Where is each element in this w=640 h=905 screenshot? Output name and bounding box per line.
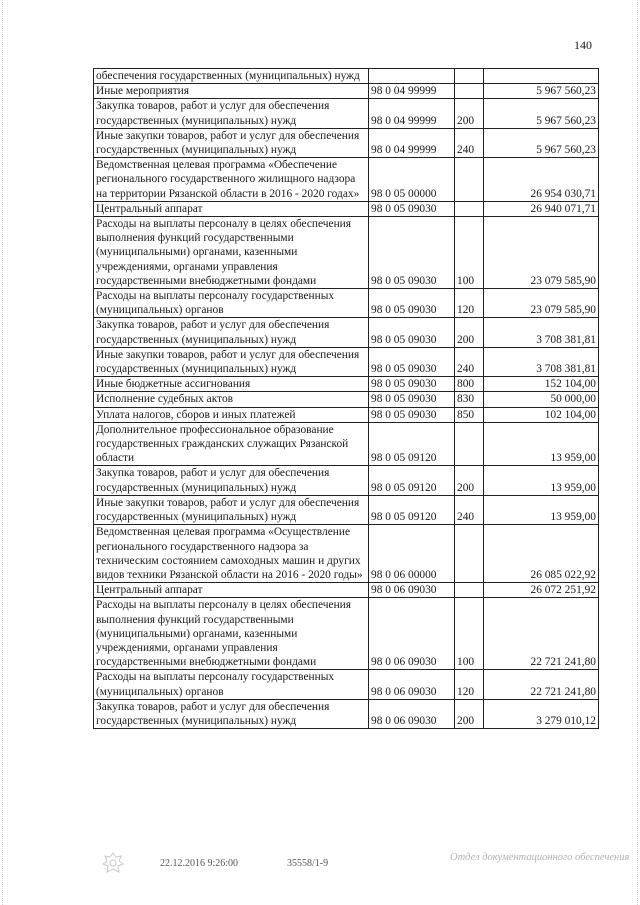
row-name-cell: Ведомственная целевая программа «Осуществление регионального государственного надзора за техническим состоянием самоходных машин и других видов техники Рязанской области на 2016 - 2020 годы»: [94, 525, 369, 583]
table-row: [94, 699, 599, 728]
row-expense-type-cell: 800: [455, 377, 484, 392]
row-sum-cell: 23 079 585,90: [484, 289, 599, 318]
row-expense-type-cell: [455, 525, 484, 583]
row-code-cell: 98 0 06 09030: [369, 598, 455, 670]
row-code-cell: 98 0 05 09030: [369, 407, 455, 422]
row-name-cell: Расходы на выплаты персоналу государственных (муниципальных) органов: [94, 670, 369, 699]
row-name-cell: Расходы на выплаты персоналу государственных (муниципальных) органов: [94, 289, 369, 318]
row-code-cell: [369, 69, 455, 84]
row-code-cell: 98 0 06 09030: [369, 670, 455, 699]
row-name-cell: Ведомственная целевая программа «Обеспечение регионального государственного жилищного надзора на территории Рязанской области в 2016 - 2020 годах»: [94, 158, 369, 202]
row-expense-type-cell: [455, 422, 484, 466]
row-expense-type-cell: 120: [455, 670, 484, 699]
row-name-cell: Дополнительное профессиональное образование государственных гражданских служащих Рязанской области: [94, 422, 369, 466]
table-row: [94, 158, 599, 202]
budget-table-body: [94, 69, 599, 729]
coat-of-arms-icon: [100, 851, 126, 880]
row-expense-type-cell: [455, 69, 484, 84]
department-stamp: Отдел документационного обеспечения: [450, 852, 630, 863]
page-edge-right: [637, 0, 638, 905]
row-expense-type-cell: 240: [455, 347, 484, 376]
row-code-cell: 98 0 04 99999: [369, 99, 455, 128]
row-code-cell: 98 0 05 09030: [369, 217, 455, 289]
row-sum-cell: 152 104,00: [484, 377, 599, 392]
footer-doc-number: 35558/1-9: [287, 858, 329, 869]
row-name-cell: Центральный аппарат: [94, 583, 369, 598]
table-row: [94, 289, 599, 318]
table-row: [94, 347, 599, 376]
row-name-cell: Исполнение судебных актов: [94, 392, 369, 407]
row-code-cell: 98 0 05 09030: [369, 201, 455, 216]
row-sum-cell: 22 721 241,80: [484, 598, 599, 670]
row-name-cell: Закупка товаров, работ и услуг для обеспечения государственных (муниципальных) нужд: [94, 318, 369, 347]
table-row: [94, 598, 599, 670]
row-expense-type-cell: 100: [455, 217, 484, 289]
row-sum-cell: 5 967 560,23: [484, 128, 599, 157]
row-name-cell: Иные мероприятия: [94, 84, 369, 99]
row-sum-cell: 13 959,00: [484, 422, 599, 466]
row-code-cell: 98 0 06 09030: [369, 583, 455, 598]
row-name-cell: Закупка товаров, работ и услуг для обеспечения государственных (муниципальных) нужд: [94, 699, 369, 728]
row-name-cell: Уплата налогов, сборов и иных платежей: [94, 407, 369, 422]
page-number: 140: [574, 38, 592, 52]
table-row: [94, 495, 599, 524]
row-sum-cell: 5 967 560,23: [484, 99, 599, 128]
row-code-cell: 98 0 05 09120: [369, 466, 455, 495]
table-row: [94, 670, 599, 699]
row-name-cell: Закупка товаров, работ и услуг для обеспечения государственных (муниципальных) нужд: [94, 99, 369, 128]
row-expense-type-cell: 240: [455, 495, 484, 524]
table-row: [94, 466, 599, 495]
table-row: [94, 407, 599, 422]
table-row: [94, 128, 599, 157]
row-code-cell: 98 0 05 09030: [369, 377, 455, 392]
row-expense-type-cell: 830: [455, 392, 484, 407]
row-code-cell: 98 0 05 09030: [369, 392, 455, 407]
row-expense-type-cell: 100: [455, 598, 484, 670]
row-sum-cell: 23 079 585,90: [484, 217, 599, 289]
table-row: [94, 377, 599, 392]
row-sum-cell: 13 959,00: [484, 495, 599, 524]
row-name-cell: Центральный аппарат: [94, 201, 369, 216]
table-row: [94, 583, 599, 598]
table-row: [94, 69, 599, 84]
row-expense-type-cell: 200: [455, 318, 484, 347]
table-row: [94, 99, 599, 128]
row-code-cell: 98 0 05 09030: [369, 289, 455, 318]
row-name-cell: Расходы на выплаты персоналу в целях обеспечения выполнения функций государственными (муниципальными) органами, казенными учреждениями, органами управления государственными внебюджетными фондами: [94, 217, 369, 289]
row-name-cell: Иные бюджетные ассигнования: [94, 377, 369, 392]
row-name-cell: обеспечения государственных (муниципальных) нужд: [94, 69, 369, 84]
row-sum-cell: 13 959,00: [484, 466, 599, 495]
table-row: [94, 84, 599, 99]
row-sum-cell: 26 085 022,92: [484, 525, 599, 583]
row-sum-cell: 3 708 381,81: [484, 318, 599, 347]
row-expense-type-cell: [455, 583, 484, 598]
row-sum-cell: 50 000,00: [484, 392, 599, 407]
table-row: [94, 422, 599, 466]
page-edge-left: [2, 0, 3, 905]
row-code-cell: 98 0 06 00000: [369, 525, 455, 583]
row-sum-cell: 26 954 030,71: [484, 158, 599, 202]
row-sum-cell: 102 104,00: [484, 407, 599, 422]
row-sum-cell: [484, 69, 599, 84]
row-code-cell: 98 0 05 09030: [369, 347, 455, 376]
row-code-cell: 98 0 05 09030: [369, 318, 455, 347]
table-row: [94, 217, 599, 289]
footer-date: 22.12.2016 9:26:00: [160, 858, 239, 869]
row-name-cell: Закупка товаров, работ и услуг для обеспечения государственных (муниципальных) нужд: [94, 466, 369, 495]
row-expense-type-cell: [455, 158, 484, 202]
row-code-cell: 98 0 05 09120: [369, 495, 455, 524]
row-expense-type-cell: 240: [455, 128, 484, 157]
row-sum-cell: 26 072 251,92: [484, 583, 599, 598]
row-expense-type-cell: [455, 84, 484, 99]
row-sum-cell: 5 967 560,23: [484, 84, 599, 99]
row-expense-type-cell: 200: [455, 466, 484, 495]
row-sum-cell: 26 940 071,71: [484, 201, 599, 216]
row-name-cell: Иные закупки товаров, работ и услуг для обеспечения государственных (муниципальных) нужд: [94, 495, 369, 524]
row-code-cell: 98 0 06 09030: [369, 699, 455, 728]
row-name-cell: Иные закупки товаров, работ и услуг для обеспечения государственных (муниципальных) нужд: [94, 128, 369, 157]
row-sum-cell: 3 708 381,81: [484, 347, 599, 376]
row-name-cell: Иные закупки товаров, работ и услуг для обеспечения государственных (муниципальных) нужд: [94, 347, 369, 376]
table-row: [94, 392, 599, 407]
row-code-cell: 98 0 05 00000: [369, 158, 455, 202]
budget-table: [93, 68, 599, 729]
row-sum-cell: 3 279 010,12: [484, 699, 599, 728]
row-code-cell: 98 0 04 99999: [369, 84, 455, 99]
row-name-cell: Расходы на выплаты персоналу в целях обеспечения выполнения функций государственными (муниципальными) органами, казенными учреждениями, органами управления государственными внебюджетными фондами: [94, 598, 369, 670]
table-row: [94, 201, 599, 216]
row-expense-type-cell: 200: [455, 99, 484, 128]
row-sum-cell: 22 721 241,80: [484, 670, 599, 699]
row-expense-type-cell: 200: [455, 699, 484, 728]
table-row: [94, 525, 599, 583]
row-expense-type-cell: 850: [455, 407, 484, 422]
row-expense-type-cell: [455, 201, 484, 216]
row-expense-type-cell: 120: [455, 289, 484, 318]
row-code-cell: 98 0 04 99999: [369, 128, 455, 157]
row-code-cell: 98 0 05 09120: [369, 422, 455, 466]
table-row: [94, 318, 599, 347]
